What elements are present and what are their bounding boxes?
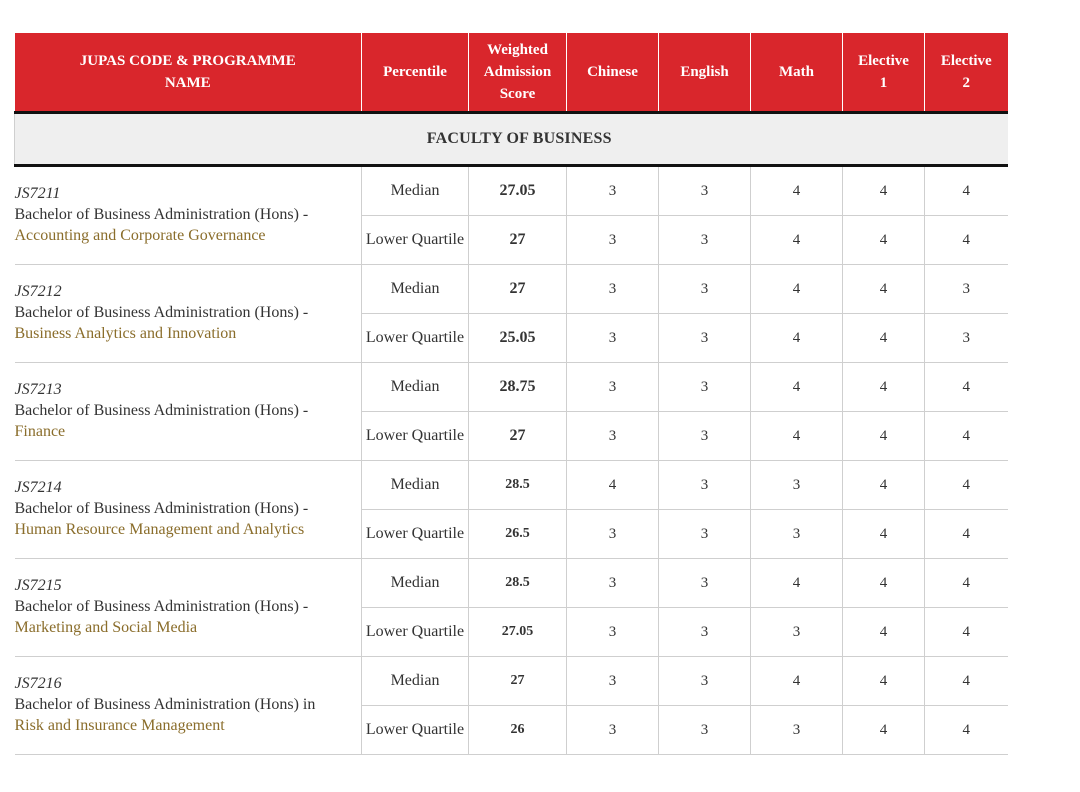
english-grade-cell: 3 (659, 265, 751, 314)
elective-2-grade-cell: 4 (925, 657, 1008, 706)
elective-1-grade-cell: 4 (843, 657, 925, 706)
elective-2-grade-cell: 3 (925, 314, 1008, 363)
header-math: Math (751, 33, 843, 113)
header-elective-1: Elective 1 (843, 33, 925, 113)
programme-code: JS7212 (14, 283, 62, 300)
programme-cell (15, 166, 362, 265)
math-grade-cell: 3 (751, 608, 843, 657)
percentile-cell: Lower Quartile (362, 608, 469, 657)
percentile-cell: Lower Quartile (362, 706, 469, 755)
elective-2-grade-cell: 4 (925, 510, 1008, 559)
chinese-grade-cell: 3 (567, 559, 659, 608)
programme-specialisation: Finance (14, 423, 66, 440)
chinese-grade-cell: 3 (567, 314, 659, 363)
programme-cell (15, 461, 362, 559)
elective-1-grade-cell: 4 (843, 510, 925, 559)
elective-1-grade-cell: 4 (843, 559, 925, 608)
programme-specialisation: Risk and Insurance Management (14, 717, 225, 734)
percentile-cell: Median (362, 363, 469, 412)
math-grade-cell: 3 (751, 706, 843, 755)
programme-code: JS7216 (14, 675, 62, 692)
elective-2-grade-cell: 4 (925, 706, 1008, 755)
weighted-score-cell: 25.05 (469, 314, 567, 363)
programme-code: JS7215 (14, 577, 62, 594)
weighted-score-cell: 27 (469, 216, 567, 265)
chinese-grade-cell: 3 (567, 216, 659, 265)
header-elective-2: Elective 2 (925, 33, 1008, 113)
programme-specialisation: Accounting and Corporate Governance (14, 227, 266, 244)
english-grade-cell: 3 (659, 657, 751, 706)
english-grade-cell: 3 (659, 216, 751, 265)
chinese-grade-cell: 3 (567, 412, 659, 461)
weighted-score-cell: 26 (469, 706, 567, 755)
elective-1-grade-cell: 4 (843, 706, 925, 755)
weighted-score-cell: 28.5 (469, 559, 567, 608)
weighted-score-cell: 27 (469, 412, 567, 461)
admission-scores-table (14, 33, 1008, 755)
elective-2-grade-cell: 4 (925, 166, 1008, 216)
math-grade-cell: 4 (751, 559, 843, 608)
programme-specialisation: Marketing and Social Media (14, 619, 198, 636)
elective-1-grade-cell: 4 (843, 314, 925, 363)
table-body (15, 113, 1008, 755)
elective-1-grade-cell: 4 (843, 216, 925, 265)
math-grade-cell: 3 (751, 510, 843, 559)
elective-2-grade-cell: 4 (925, 559, 1008, 608)
faculty-heading: FACULTY OF BUSINESS (15, 113, 1008, 166)
elective-2-grade-cell: 4 (925, 216, 1008, 265)
table-header (15, 33, 1008, 113)
percentile-cell: Lower Quartile (362, 314, 469, 363)
elective-2-grade-cell: 4 (925, 461, 1008, 510)
programme-code: JS7211 (14, 185, 61, 202)
english-grade-cell: 3 (659, 706, 751, 755)
elective-1-grade-cell: 4 (843, 166, 925, 216)
percentile-cell: Median (362, 461, 469, 510)
elective-1-grade-cell: 4 (843, 412, 925, 461)
english-grade-cell: 3 (659, 608, 751, 657)
math-grade-cell: 4 (751, 166, 843, 216)
percentile-cell: Lower Quartile (362, 412, 469, 461)
elective-2-grade-cell: 4 (925, 412, 1008, 461)
programme-specialisation: Human Resource Management and Analytics (14, 521, 305, 538)
table-row (15, 657, 1008, 706)
elective-1-grade-cell: 4 (843, 608, 925, 657)
programme-name: Bachelor of Business Administration (Hons) - (14, 500, 309, 517)
programme-code: JS7213 (14, 381, 62, 398)
programme-name: Bachelor of Business Administration (Hons) - (14, 402, 309, 419)
weighted-score-cell: 27.05 (469, 608, 567, 657)
programme-name: Bachelor of Business Administration (Hons) in (14, 696, 316, 713)
programme-cell (15, 559, 362, 657)
weighted-score-cell: 26.5 (469, 510, 567, 559)
english-grade-cell: 3 (659, 559, 751, 608)
chinese-grade-cell: 3 (567, 608, 659, 657)
english-grade-cell: 3 (659, 412, 751, 461)
programme-cell (15, 265, 362, 363)
math-grade-cell: 4 (751, 657, 843, 706)
math-grade-cell: 4 (751, 363, 843, 412)
percentile-cell: Median (362, 166, 469, 216)
english-grade-cell: 3 (659, 314, 751, 363)
chinese-grade-cell: 3 (567, 510, 659, 559)
weighted-score-cell: 27 (469, 265, 567, 314)
elective-1-grade-cell: 4 (843, 461, 925, 510)
english-grade-cell: 3 (659, 510, 751, 559)
header-english: English (659, 33, 751, 113)
chinese-grade-cell: 3 (567, 657, 659, 706)
english-grade-cell: 3 (659, 363, 751, 412)
table-row (15, 461, 1008, 510)
programme-name: Bachelor of Business Administration (Hons) - (14, 206, 309, 223)
math-grade-cell: 4 (751, 314, 843, 363)
header-chinese: Chinese (567, 33, 659, 113)
programme-cell (15, 657, 362, 755)
header-programme: JUPAS CODE & PROGRAMME NAME (15, 33, 362, 113)
table-row (15, 265, 1008, 314)
programme-name: Bachelor of Business Administration (Hons) - (14, 304, 309, 321)
math-grade-cell: 3 (751, 461, 843, 510)
weighted-score-cell: 28.5 (469, 461, 567, 510)
table-row (15, 166, 1008, 216)
math-grade-cell: 4 (751, 412, 843, 461)
weighted-score-cell: 28.75 (469, 363, 567, 412)
percentile-cell: Median (362, 559, 469, 608)
math-grade-cell: 4 (751, 216, 843, 265)
elective-1-grade-cell: 4 (843, 265, 925, 314)
chinese-grade-cell: 3 (567, 706, 659, 755)
programme-name: Bachelor of Business Administration (Hons) - (14, 598, 309, 615)
header-percentile: Percentile (362, 33, 469, 113)
percentile-cell: Lower Quartile (362, 216, 469, 265)
elective-1-grade-cell: 4 (843, 363, 925, 412)
admission-scores-table-wrapper (14, 33, 1007, 755)
chinese-grade-cell: 4 (567, 461, 659, 510)
weighted-score-cell: 27 (469, 657, 567, 706)
english-grade-cell: 3 (659, 461, 751, 510)
programme-specialisation: Business Analytics and Innovation (14, 325, 237, 342)
percentile-cell: Lower Quartile (362, 510, 469, 559)
elective-2-grade-cell: 3 (925, 265, 1008, 314)
programme-cell (15, 363, 362, 461)
percentile-cell: Median (362, 265, 469, 314)
header-weighted-score: Weighted Admission Score (469, 33, 567, 113)
percentile-cell: Median (362, 657, 469, 706)
chinese-grade-cell: 3 (567, 265, 659, 314)
programme-code: JS7214 (14, 479, 62, 496)
elective-2-grade-cell: 4 (925, 608, 1008, 657)
chinese-grade-cell: 3 (567, 166, 659, 216)
english-grade-cell: 3 (659, 166, 751, 216)
header-row (15, 33, 1008, 113)
math-grade-cell: 4 (751, 265, 843, 314)
chinese-grade-cell: 3 (567, 363, 659, 412)
table-row (15, 363, 1008, 412)
table-row (15, 559, 1008, 608)
elective-2-grade-cell: 4 (925, 363, 1008, 412)
faculty-row (15, 113, 1008, 166)
weighted-score-cell: 27.05 (469, 166, 567, 216)
